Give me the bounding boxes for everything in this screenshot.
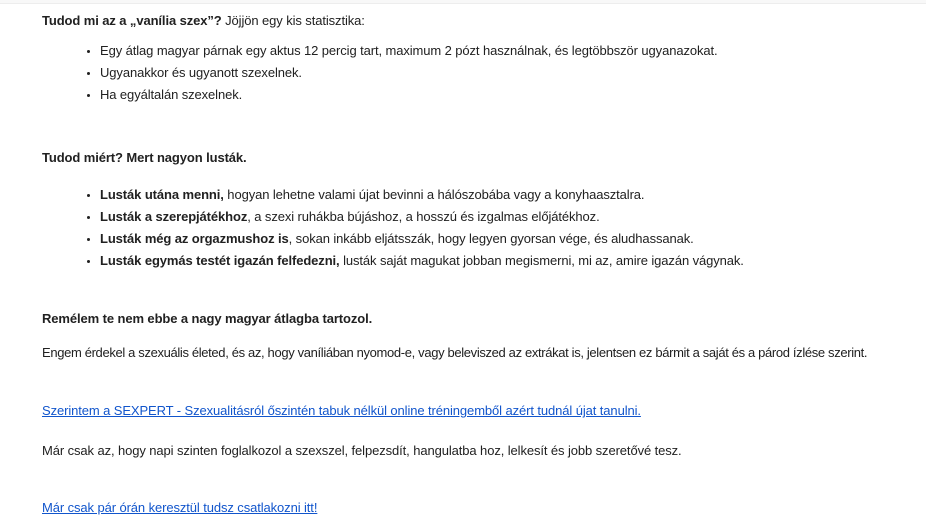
- list-item: • Lusták utána menni, hogyan lehetne valami újat bevinni a hálószobába vagy a konyhaasztalra.: [100, 184, 908, 206]
- lazy-list: [42, 184, 908, 272]
- list-item: • Ha egyáltalán szexelnek.: [100, 84, 908, 106]
- email-body: [0, 4, 926, 518]
- benefits-paragraph: Már csak az, hogy napi szinten foglalkozol a szexszel, felpezsdít, hangulatba hoz, lelkesít és jobb szeretővé tesz.: [42, 443, 682, 458]
- intro-heading: [42, 11, 908, 31]
- interest-paragraph: Engem érdekel a szexuális életed, és az, hogy vaníliában nyomod-e, vagy beleviszed az extrákat is, jelentsen ez bármit a saját és a párod ízlése szerint.: [42, 345, 868, 360]
- hope-heading: Remélem te nem ebbe a nagy magyar átlagba tartozol.: [42, 311, 373, 326]
- list-item: • Lusták egymás testét igazán felfedezni, lusták saját magukat jobban megismerni, mi az, amire igazán vágynak.: [100, 250, 908, 272]
- list-item: • Egy átlag magyar párnak egy aktus 12 percig tart, maximum 2 pózt használnak, és legtöbbször ugyanazokat.: [100, 40, 908, 62]
- join-now-link[interactable]: Már csak pár órán keresztül tudsz csatlakozni itt!: [42, 500, 318, 515]
- lazy-heading: Tudod miért? Mert nagyon lusták.: [42, 150, 247, 165]
- join-link-line: [42, 498, 908, 518]
- training-link-line: [42, 401, 908, 421]
- list-item: • Ugyanakkor és ugyanott szexelnek.: [100, 62, 908, 84]
- intro-heading-rest: Jöjjön egy kis statisztika:: [221, 13, 365, 28]
- list-item: • Lusták a szerepjátékhoz, a szexi ruhákba bújáshoz, a hosszú és izgalmas előjátékhoz.: [100, 206, 908, 228]
- statistics-list: [42, 40, 908, 106]
- intro-heading-bold: Tudod mi az a „vanília szex”?: [42, 13, 222, 28]
- sexpert-training-link[interactable]: Szerintem a SEXPERT - Szexualitásról őszintén tabuk nélkül online tréningemből azért tudnál újat tanulni.: [42, 403, 641, 418]
- list-item: • Lusták még az orgazmushoz is, sokan inkább eljátsszák, hogy legyen gyorsan vége, és aludhassanak.: [100, 228, 908, 250]
